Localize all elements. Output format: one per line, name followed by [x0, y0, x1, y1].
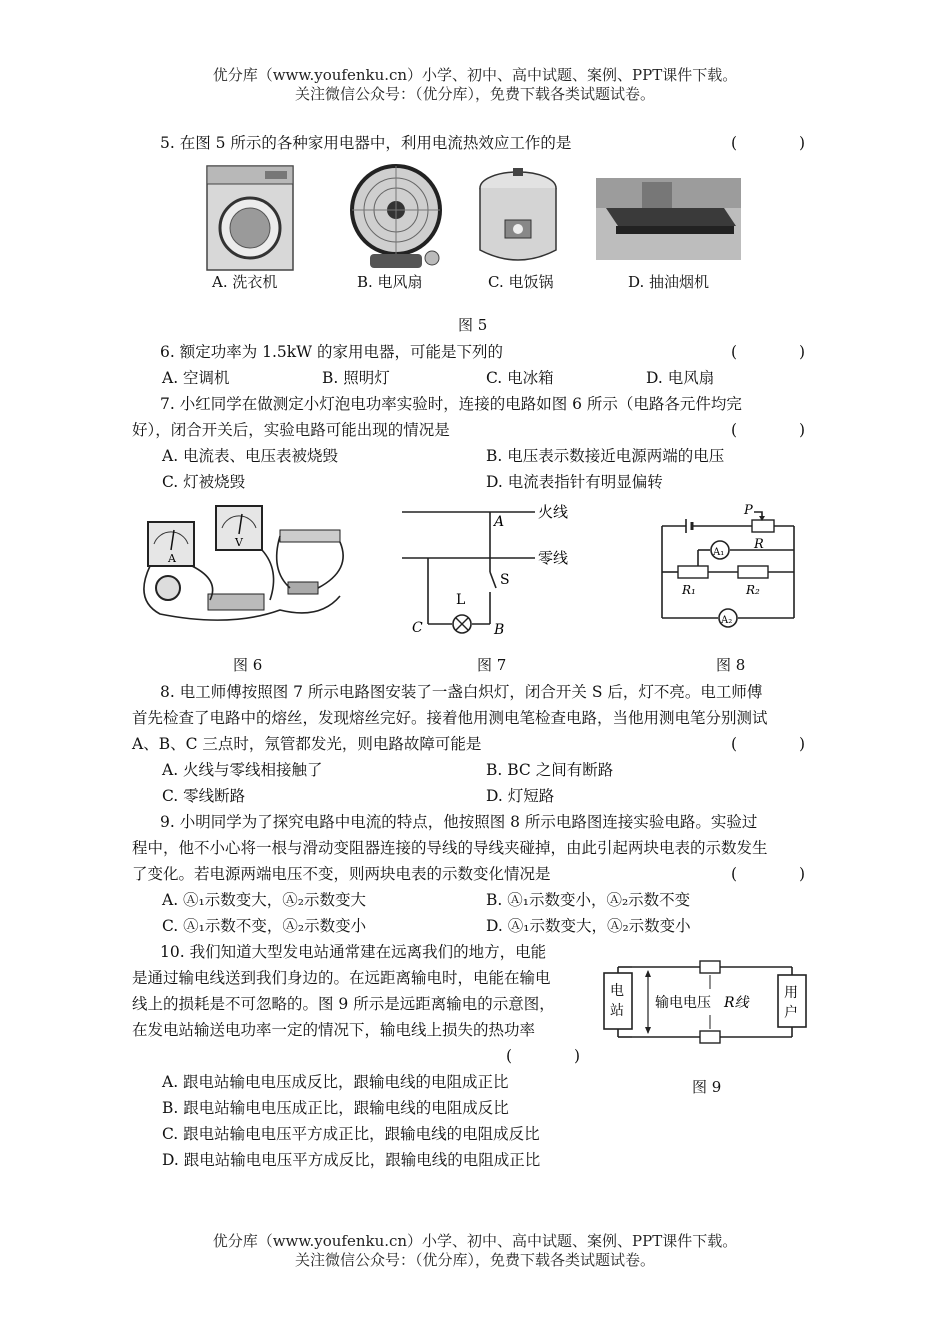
voltmeter-icon	[216, 506, 262, 550]
live-wire-label: 火线	[538, 503, 569, 521]
q8-stem-line-3: A、B、C 三点时，氖管都发光，则电路故障可能是	[132, 735, 482, 753]
q8-answer-blank[interactable]: ( )	[731, 735, 806, 753]
q10-option-b: B. 跟电站输电电压成正比，跟输电线的电阻成反比	[162, 1099, 509, 1117]
line-resistance-label: R线	[724, 995, 749, 1011]
q6-stem: 6. 额定功率为 1.5kW 的家用电器，可能是下列的	[160, 343, 504, 361]
figure-6-caption: 图 6	[233, 656, 263, 674]
q9-option-c: C. Ⓐ₁示数不变，Ⓐ₂示数变小	[162, 917, 367, 935]
q5-answer-blank[interactable]: ( )	[731, 134, 806, 152]
q10-stem-line-1: 10. 我们知道大型发电站通常建在远离我们的地方，电能	[160, 943, 547, 961]
rheostat-icon	[208, 594, 264, 610]
resistor-r2-label: R₂	[746, 583, 760, 597]
q9-stem-line-2: 程中，他不小心将一根与滑动变阻器连接的导线的导线夹碰掉，由此引起两块电表的示数发生	[132, 839, 768, 857]
ammeter-icon	[148, 522, 194, 566]
q10-option-c: C. 跟电站输电电压平方成正比，跟输电线的电阻成反比	[162, 1125, 540, 1143]
power-station-box	[604, 973, 632, 1029]
user-label-1: 用	[784, 985, 798, 1001]
q10-option-a: A. 跟电站输电电压成反比，跟输电线的电阻成正比	[162, 1073, 509, 1091]
q6-answer-blank[interactable]: ( )	[731, 343, 806, 361]
q7-stem-line-2: 好），闭合开关后，实验电路可能出现的情况是	[132, 421, 450, 439]
user-label-2: 户	[784, 1005, 798, 1021]
washing-machine-image	[205, 164, 295, 272]
point-b-label: B	[494, 622, 505, 638]
q10-option-d: D. 跟电站输电电压平方成反比，跟输电线的电阻成正比	[162, 1151, 541, 1169]
q7-option-c: C. 灯被烧毁	[162, 473, 246, 491]
line-resistor-top-icon	[700, 961, 720, 973]
q10-stem-line-4: 在发电站输送电功率一定的情况下，输电线上损失的热功率	[132, 1021, 536, 1039]
q6-option-b: B. 照明灯	[322, 369, 390, 387]
q5-option-a: A. 洗衣机	[212, 273, 278, 291]
q8-option-d: D. 灯短路	[486, 787, 555, 805]
point-a-label: A	[494, 514, 505, 530]
voltmeter-label: V	[235, 536, 243, 549]
q10-answer-blank[interactable]: ( )	[506, 1047, 581, 1065]
q6-option-c: C. 电冰箱	[486, 369, 554, 387]
q8-stem-line-1: 8. 电工师傅按照图 7 所示电路图安装了一盏白炽灯，闭合开关 S 后，灯不亮。电工师傅	[160, 683, 763, 701]
battery-icon	[280, 530, 340, 542]
header-line-2: 关注微信公众号：（优分库），免费下载各类试题试卷。	[294, 85, 655, 103]
electric-fan-image	[346, 162, 446, 274]
figure-6-apparatus	[130, 500, 355, 628]
q9-option-b: B. Ⓐ₁示数变小，Ⓐ₂示数不变	[486, 891, 691, 909]
footer-line-1: 优分库（www.youfenku.cn）小学、初中、高中试题、案例、PPT课件下载。	[212, 1232, 738, 1250]
q7-option-a: A. 电流表、电压表被烧毁	[162, 447, 339, 465]
q8-option-b: B. BC 之间有断路	[486, 761, 614, 779]
figure-5-caption: 图 5	[458, 316, 488, 334]
q5-option-b: B. 电风扇	[357, 273, 423, 291]
voltage-label: 输电电压	[655, 995, 711, 1011]
page-header	[0, 66, 950, 104]
rheostat-r-label: R	[754, 537, 764, 552]
station-label-1: 电	[610, 983, 624, 999]
q5-option-d: D. 抽油烟机	[628, 273, 710, 291]
rheostat-r-icon	[752, 520, 774, 532]
ammeter-label: A	[168, 552, 176, 565]
q9-option-a: A. Ⓐ₁示数变大，Ⓐ₂示数变大	[162, 891, 366, 909]
ammeter-a2-label: A₂	[721, 615, 733, 626]
q5-stem: 5. 在图 5 所示的各种家用电器中，利用电流热效应工作的是	[160, 134, 572, 152]
slider-p-label: P	[744, 503, 753, 518]
lamp-icon	[156, 576, 180, 600]
q7-stem-line-1: 7. 小红同学在做测定小灯泡电功率实验时，连接的电路如图 6 所示（电路各元件均完	[160, 395, 742, 413]
q9-stem-line-3: 了变化。若电源两端电压不变，则两块电表的示数变化情况是	[132, 865, 551, 883]
range-hood-image	[596, 178, 741, 260]
q7-answer-blank[interactable]: ( )	[731, 421, 806, 439]
figure-8-caption: 图 8	[716, 656, 746, 674]
footer-line-2: 关注微信公众号：（优分库），免费下载各类试题试卷。	[294, 1251, 655, 1269]
rice-cooker-image	[473, 166, 563, 270]
q8-stem-line-2: 首先检查了电路中的熔丝，发现熔丝完好。接着他用测电笔检查电路，当他用测电笔分别测试	[132, 709, 768, 727]
header-line-1: 优分库（www.youfenku.cn）小学、初中、高中试题、案例、PPT课件下载。	[212, 66, 738, 84]
q5-option-c: C. 电饭锅	[488, 273, 554, 291]
figure-9-caption: 图 9	[692, 1078, 722, 1096]
switch-icon	[288, 582, 318, 594]
q6-option-a: A. 空调机	[162, 369, 230, 387]
page-footer	[0, 1232, 950, 1270]
resistor-r1-label: R₁	[682, 583, 696, 597]
switch-s-icon	[490, 572, 496, 588]
q7-option-b: B. 电压表示数接近电源两端的电压	[486, 447, 725, 465]
station-label-2: 站	[610, 1003, 624, 1019]
q6-option-d: D. 电风扇	[646, 369, 715, 387]
ammeter-a1-label: A₁	[713, 547, 725, 558]
q9-answer-blank[interactable]: ( )	[731, 865, 806, 883]
figure-9-transmission-diagram	[600, 955, 810, 1065]
line-resistor-bottom-icon	[700, 1031, 720, 1043]
q10-stem-line-3: 线上的损耗是不可忽略的。图 9 所示是远距离输电的示意图，	[132, 995, 555, 1013]
q9-option-d: D. Ⓐ₁示数变大，Ⓐ₂示数变小	[486, 917, 691, 935]
lamp-l-label: L	[456, 592, 466, 608]
q9-stem-line-1: 9. 小明同学为了探究电路中电流的特点，他按照图 8 所示电路图连接实验电路。实验过	[160, 813, 758, 831]
resistor-r1-icon	[678, 566, 708, 578]
point-c-label: C	[412, 620, 423, 636]
q8-option-a: A. 火线与零线相接触了	[162, 761, 323, 779]
q8-option-c: C. 零线断路	[162, 787, 246, 805]
q7-option-d: D. 电流表指针有明显偏转	[486, 473, 663, 491]
figure-7-circuit	[400, 500, 600, 640]
figure-7-caption: 图 7	[477, 656, 507, 674]
switch-s-label: S	[500, 572, 510, 588]
q10-stem-line-2: 是通过输电线送到我们身边的。在远距离输电时，电能在输电	[132, 969, 551, 987]
neutral-wire-label: 零线	[538, 549, 569, 567]
figure-8-circuit	[658, 500, 803, 630]
resistor-r2-icon	[738, 566, 768, 578]
